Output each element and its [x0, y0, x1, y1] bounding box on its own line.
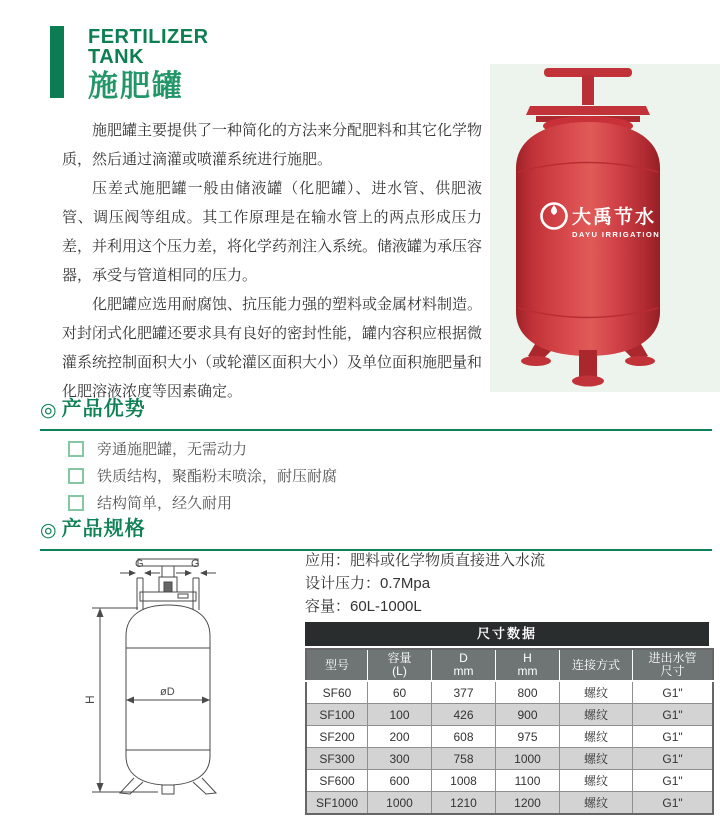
col-connection: 连接方式: [560, 649, 633, 681]
col-capacity: 容量 (L): [368, 649, 432, 681]
advantage-item-label: 旁通施肥罐，无需动力: [97, 441, 248, 458]
tank-technical-drawing: [80, 552, 245, 802]
spec-info: [305, 549, 545, 618]
advantages-list: [68, 435, 337, 516]
advantage-item: [68, 435, 337, 462]
section-header-specs: [40, 512, 712, 551]
advantage-item-label: 铁质结构，聚酯粉末喷涂，耐压耐腐: [97, 468, 338, 485]
table-row: SF300 300 758 1000 螺纹 G1": [306, 748, 713, 770]
checkbox-icon: [68, 441, 84, 457]
drawing-label-g-left: G: [135, 558, 144, 570]
size-table-wrap: [305, 622, 709, 815]
spec-info-application: 应用：肥料或化学物质直接进入水流: [305, 552, 546, 569]
drawing-label-diameter: øD: [160, 686, 175, 698]
size-table-title: 尺寸数据: [305, 622, 709, 648]
col-diameter: D mm: [432, 649, 496, 681]
intro-paragraph-2: 压差式施肥罐一般由储液罐（化肥罐）、进水管、供肥液管、调压阀等组成。其工作原理是在输水管上的两点形成压力差，并利用这个压力差，将化学药剂注入系统。储液罐为承压容器，承受与管道相同的压力。: [62, 180, 483, 284]
specs-section-title: 产品规格: [61, 518, 146, 540]
section-bullet-icon: ◎: [40, 520, 57, 541]
fertilizer-tank-photo: [498, 66, 678, 391]
intro-paragraphs: [62, 116, 482, 406]
intro-paragraph-3: 化肥罐应选用耐腐蚀、抗压能力强的塑料或金属材料制造。对封闭式化肥罐还要求具有良好的密封性能，罐内容积应根据微灌系统控制面积大小（或轮灌区面积大小）及单位面积施肥量和化肥溶液浓度等因素确定。: [62, 296, 483, 400]
table-row: SF600 600 1008 1100 螺纹 G1": [306, 770, 713, 792]
advantage-item-label: 结构简单，经久耐用: [97, 495, 233, 512]
spec-info-pressure: 设计压力：0.7Mpa: [305, 575, 431, 592]
spec-info-capacity: 容量：60L-1000L: [305, 598, 422, 615]
col-height: H mm: [496, 649, 560, 681]
col-pipe-size: 进出水管 尺寸: [633, 649, 714, 681]
size-table: [305, 648, 714, 815]
col-model: 型号: [306, 649, 368, 681]
table-row: SF200 200 608 975 螺纹 G1": [306, 726, 713, 748]
page-title-en-line2: TANK: [88, 46, 145, 68]
checkbox-icon: [68, 468, 84, 484]
tank-clamp-bar: [526, 106, 650, 115]
logo-text-zh: 大禹节水: [572, 207, 657, 228]
checkbox-icon: [68, 495, 84, 511]
advantage-item: [68, 462, 337, 489]
table-row: SF60 60 377 800 螺纹 G1": [306, 681, 713, 704]
brand-accent-bar: [50, 26, 64, 98]
table-header-row: [306, 649, 713, 681]
drawing-label-g-right: G: [191, 558, 200, 570]
page-title-zh: 施肥罐: [88, 70, 184, 103]
intro-paragraph-1: 施肥罐主要提供了一种简化的方法来分配肥料和其它化学物质，然后通过滴灌或喷灌系统进行施肥。: [62, 122, 483, 168]
tank-body: [516, 122, 660, 356]
logo-text-en: DAYU IRRIGATION: [572, 230, 661, 239]
section-header-advantages: [40, 392, 712, 431]
product-photo-panel: [490, 64, 720, 392]
drawing-label-height: H: [83, 695, 97, 704]
page-title-en-line1: FERTILIZER: [88, 26, 209, 48]
advantages-section-title: 产品优势: [61, 398, 146, 420]
table-row: SF1000 1000 1210 1200 螺纹 G1": [306, 792, 713, 815]
section-bullet-icon: ◎: [40, 400, 57, 421]
table-row: SF100 100 426 900 螺纹 G1": [306, 704, 713, 726]
